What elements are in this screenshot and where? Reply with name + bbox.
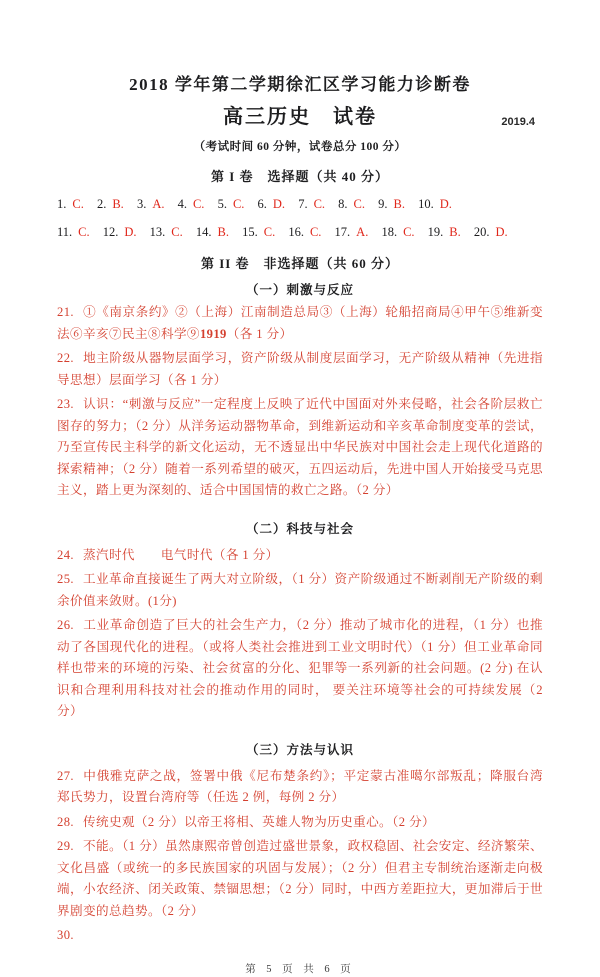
subtitle-row [57, 103, 543, 131]
answer-number: 3. [136, 197, 147, 211]
answer-letter: B. [217, 225, 229, 239]
answer-letter: C. [353, 197, 365, 211]
answer-number: 14. [195, 225, 212, 239]
answer-letter: C. [78, 225, 90, 239]
exam-date: 2019.4 [501, 116, 535, 128]
answer-letter: C. [192, 197, 205, 211]
subsection-3-heading: （三）方法与认识 [245, 742, 354, 757]
question-number: 21. [57, 305, 74, 319]
question-text: 中俄雅克萨之战，签署中俄《尼布楚条约》；平定蒙古准噶尔部叛乱；降服台湾郑氏势力，设置台湾府等（任选 2 例，每例 2 分） [57, 768, 543, 804]
answer-letter: A. [356, 225, 369, 239]
page-number-footer: 第 5 页 共 6 页 [245, 963, 355, 975]
spacer [57, 759, 543, 763]
answer-number: 16. [288, 225, 304, 239]
answer-letter: A. [152, 197, 165, 211]
question-text: 工业革命创造了巨大的社会生产力，（2 分）推动了城市化的进程，（1 分）也推动了各国现代化的进程。（或将人类社会推进到工业文明时代）（1 分）但工业革命同样也带来的环境的污染、社会贫富的分化、犯罪等一系列新的社会问题。(2 分) 在认识和合理利用科技对社会的推动作用的同时， 要关注环境等社会的可持续发展（2 分） [57, 618, 543, 718]
answer-number: 19. [427, 225, 444, 239]
answer-letter: C. [309, 225, 322, 239]
answer-item [474, 222, 508, 242]
answer-number: 5. [217, 197, 227, 211]
question-text: 工业革命直接诞生了两大对立阶级，（1 分）资产阶级通过不断剥削无产阶级的剩余价值来敛财。(1分) [57, 572, 543, 608]
answer-number: 1. [57, 197, 67, 211]
answer-letter: D. [272, 197, 286, 211]
answer-item [97, 194, 124, 214]
question-21 [57, 302, 543, 345]
question-text: 蒸汽时代 电气时代（各 1 分） [82, 547, 279, 562]
question-number: 25. [57, 572, 74, 586]
answer-letter: C. [232, 197, 245, 211]
answer-letter: B. [449, 225, 461, 239]
answer-number: 20. [473, 225, 490, 239]
answer-number: 18. [381, 225, 398, 239]
answer-letter: D. [439, 197, 452, 211]
answer-item [57, 194, 84, 214]
section-2-heading: 第 II 卷 非选择题（共 60 分） [200, 256, 400, 271]
answer-number: 4. [177, 197, 187, 211]
answer-number: 13. [149, 225, 166, 239]
question-28 [57, 812, 543, 834]
answer-item [103, 222, 137, 242]
answer-number: 12. [102, 225, 119, 239]
answer-number: 6. [257, 197, 267, 211]
question-22 [57, 348, 543, 391]
question-number: 26. [57, 618, 74, 632]
spacer [57, 723, 543, 733]
subsection-2-heading: （二）科技与社会 [245, 521, 354, 536]
answer-number: 17. [334, 225, 351, 239]
section-1-heading: 第 I 卷 选择题（共 40 分） [210, 169, 390, 184]
answer-number: 10. [418, 197, 434, 211]
answer-number: 11. [57, 225, 73, 239]
question-text-bold: 1919 [199, 326, 227, 341]
answer-number: 9. [378, 197, 388, 211]
answer-item [428, 222, 461, 242]
question-number: 29. [57, 839, 74, 853]
answer-item [178, 194, 205, 214]
answer-letter: B. [112, 197, 124, 211]
question-text: 认识：“刺激与反应”一定程度上反映了近代中国面对外来侵略，社会各阶层救亡图存的努力；（2 分）从洋务运动器物革命，到维新运动和辛亥革命制度变革的尝试，乃至宣传民主科学的新文化运动，无不透显出中华民族对中国社会走上现代化道路的探索精神；（2 分）随着一系列希望的破灭，五四运动后，先进中国人开始接受马克思主义，踏上更为深刻的、适合中国国情的救亡之路。（2 分） [57, 397, 543, 497]
question-23 [57, 394, 543, 502]
answer-item [57, 222, 90, 242]
question-26 [57, 615, 543, 723]
question-number: 28. [57, 814, 74, 829]
question-27 [57, 766, 543, 809]
answer-letter: C. [313, 197, 326, 211]
page-subtitle: 高三历史 试卷 [223, 106, 377, 128]
answer-item [418, 194, 452, 214]
answer-item [242, 222, 275, 242]
question-text: 地主阶级从器物层面学习，资产阶级从制度层面学习，无产阶级从精神（先进指导思想）层面学习（各 1 分） [57, 351, 543, 387]
question-text: 不能。（1 分）虽然康熙帝曾创造过盛世景象，政权稳固、社会安定、经济繁荣、文化昌盛（或统一的多民族国家的巩固与发展）；（2 分）但君主专制统治逐渐走向极端，小农经济、闭关政策、禁锢思想；（2 分）同时，中西方差距拉大，更加滞后于世界剧变的总趋势。（2 分） [57, 839, 543, 918]
question-number: 22. [57, 351, 74, 365]
answer-letter: B. [393, 197, 405, 211]
answer-item [258, 194, 286, 214]
question-text: 传统史观（2 分）以帝王将相、英雄人物为历史重心。（2 分） [82, 814, 435, 829]
question-text: （各 1 分） [226, 326, 293, 341]
answer-number: 15. [242, 225, 258, 239]
question-30 [57, 925, 543, 947]
answer-letter: D. [124, 225, 137, 239]
answer-letter: D. [495, 225, 508, 239]
subsection-1-heading: （一）刺激与反应 [245, 283, 354, 297]
answer-number: 7. [298, 197, 308, 211]
question-text: ①《南京条约》②（上海）江南制造总局③（上海）轮船招商局④甲午⑤维新变法⑥辛亥⑦民主⑧科学⑨ [57, 305, 543, 341]
answer-item [288, 222, 321, 242]
answer-number: 2. [96, 197, 107, 211]
spacer [57, 538, 543, 542]
question-25 [57, 569, 543, 612]
question-29 [57, 836, 543, 922]
answer-item [381, 222, 414, 242]
question-number: 24. [57, 547, 74, 562]
answer-item [137, 194, 165, 214]
question-number: 27. [57, 768, 74, 783]
answer-item [378, 194, 405, 214]
answer-item [196, 222, 229, 242]
exam-info: （考试时间 60 分钟，试卷总分 100 分） [193, 141, 407, 153]
answer-item [218, 194, 245, 214]
question-number: 23. [57, 397, 74, 411]
answer-item [150, 222, 183, 242]
page-title: 2018 学年第二学期徐汇区学习能力诊断卷 [129, 75, 471, 94]
answer-item [335, 222, 369, 242]
answer-row-1 [57, 194, 543, 214]
question-number: 30. [57, 928, 74, 942]
answer-letter: C. [72, 197, 84, 211]
answer-letter: C. [171, 225, 183, 239]
answer-row-2 [57, 222, 543, 242]
answer-item [338, 194, 365, 214]
question-24 [57, 545, 543, 567]
answer-item [298, 194, 325, 214]
spacer [57, 502, 543, 512]
answer-number: 8. [338, 197, 348, 211]
answer-letter: C. [263, 225, 276, 239]
answer-letter: C. [403, 225, 415, 239]
